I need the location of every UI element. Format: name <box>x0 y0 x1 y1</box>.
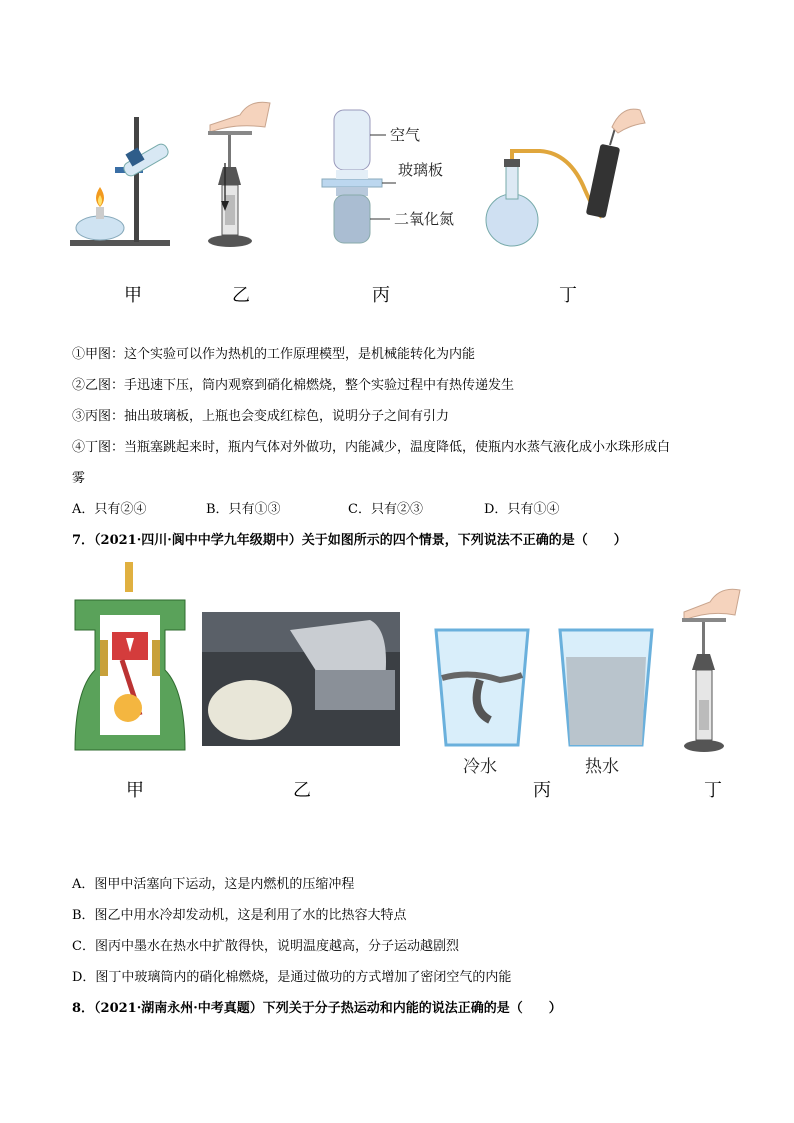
caption-bing-2: 丙 <box>533 780 551 801</box>
q8-stem: 8．（2021·湖南永州·中考真题）下列关于分子热运动和内能的说法正确的是（ ） <box>72 1001 562 1016</box>
caption-jia-1: 甲 <box>124 285 142 306</box>
hot-water-cup <box>560 630 652 745</box>
statement-4: ④丁图：当瓶塞跳起来时，瓶内气体对外做功，内能减少，温度降低，使瓶内水蒸气液化成小水珠形成白 <box>72 440 671 455</box>
q6-option-d[interactable]: D．只有①④ <box>484 502 560 517</box>
compression-tube-with-hand <box>208 102 270 247</box>
q6-option-b[interactable]: B．只有①③ <box>206 502 281 517</box>
statement-1: ①甲图：这个实验可以作为热机的工作原理模型，是机械能转化为内能 <box>72 347 476 362</box>
q7-option-d[interactable]: D．图丁中玻璃筒内的硝化棉燃烧，是通过做功的方式增加了密闭空气的内能 <box>72 970 512 985</box>
caption-jia-2: 甲 <box>126 780 144 801</box>
statement-4-cont: 雾 <box>72 471 86 486</box>
figure-2-illustration <box>70 560 750 777</box>
cup-label-hot: 热水 <box>585 757 619 777</box>
engine-cooling-photo <box>202 612 400 746</box>
cup-label-cold: 冷水 <box>463 757 497 777</box>
caption-bing-1: 丙 <box>372 285 390 306</box>
cold-water-cup <box>436 630 528 745</box>
statement-2: ②乙图：手迅速下压，筒内观察到硝化棉燃烧，整个实验过程中有热传递发生 <box>72 378 515 393</box>
compression-tube-with-hand-2 <box>682 589 740 752</box>
q6-option-a[interactable]: A．只有②④ <box>72 502 147 517</box>
test-tube-heating-apparatus <box>70 117 170 246</box>
caption-ding-1: 丁 <box>559 285 577 306</box>
gas-diffusion-bottles <box>322 110 454 243</box>
label-glass-plate: 玻璃板 <box>398 161 444 179</box>
q7-option-c[interactable]: C．图丙中墨水在热水中扩散得快，说明温度越高，分子运动越剧烈 <box>72 939 459 954</box>
q7-stem: 7．（2021·四川·阆中中学九年级期中）关于如图所示的四个情景，下列说法不正确的是（ ） <box>72 533 627 548</box>
q7-option-b[interactable]: B．图乙中用水冷却发动机，这是利用了水的比热容大特点 <box>72 908 407 923</box>
q6-option-c[interactable]: C．只有②③ <box>348 502 423 517</box>
caption-yi-1: 乙 <box>232 285 250 306</box>
caption-ding-2: 丁 <box>704 780 722 801</box>
figure-1-illustration <box>60 95 700 255</box>
statement-3: ③丙图：抽出玻璃板，上瓶也会变成红棕色，说明分子之间有引力 <box>72 409 450 424</box>
label-air: 空气 <box>390 126 421 144</box>
label-nitrogen-dioxide: 二氧化氮 <box>394 210 455 228</box>
caption-yi-2: 乙 <box>293 780 311 801</box>
engine-cylinder-diagram <box>75 562 185 750</box>
q7-option-a[interactable]: A．图甲中活塞向下运动，这是内燃机的压缩冲程 <box>72 877 355 892</box>
flask-with-air-pump <box>486 109 645 246</box>
